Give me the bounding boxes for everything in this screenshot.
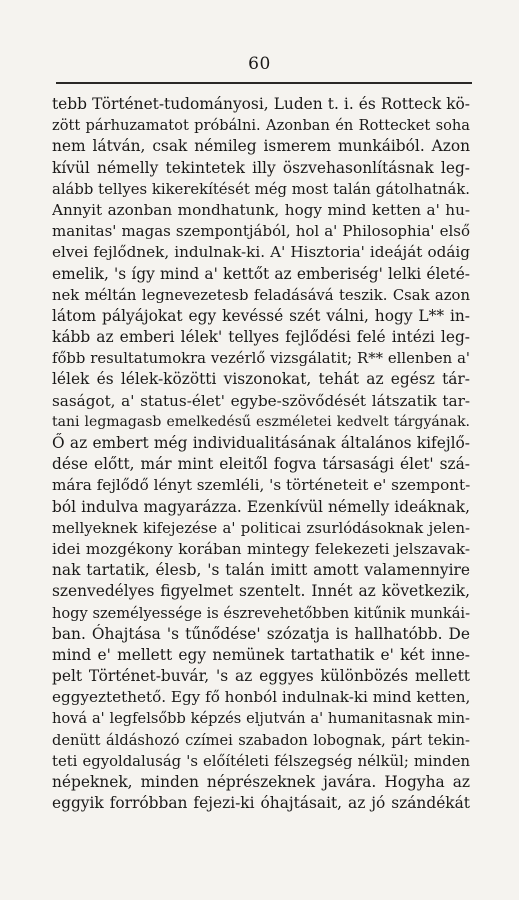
text-line: manitas' magas szempontjából, hol a' Philosophia' első (52, 222, 470, 241)
text-line: idei mozgékony korában mintegy felekezeti jelszavak- (52, 539, 470, 558)
text-line: ban. Óhajtása 's tűnődése' szózatja is hallhatóbb. De (52, 624, 470, 643)
text-line: nem látván, csak némileg ismerem munkáiból. Azon (52, 137, 470, 156)
text-line: teti egyoldaluság 's előítéleti félszegség nélkül; minden (52, 752, 470, 770)
text-line: mind e' mellett egy nemünek tartathatik e' két inne- (52, 645, 470, 664)
text-line: ból indulva magyarázza. Ezenkívül némelly ideáknak, (52, 497, 470, 516)
text-line: mára fejlődő lényt szemléli, 's történeteit e' szempont- (52, 476, 470, 495)
text-line: nek méltán legnevezetesb feladásává teszik. Csak azon (52, 286, 470, 304)
text-line: nak tartatik, élesb, 's talán imitt amott valamennyire (52, 561, 470, 580)
text-line: dése előtt, már mint eleitől fogva társasági élet' szá- (52, 455, 470, 474)
text-line: saságot, a' status-élet' egybe-szövődését látszatik tar- (52, 391, 470, 410)
text-line: Ő az embert még individualitásának általános kifejlő- (52, 434, 470, 452)
text-line: zött párhuzamatot próbálni. Azonban én Rottecket soha (52, 117, 470, 135)
text-line: denütt áldáshozó czímei szabadon lobognak, párt tekin- (52, 731, 470, 749)
text-line: pelt Történet-buvár, 's az eggyes különbözés mellett (52, 667, 470, 686)
text-line: tani legmagasb emelkedésű eszméletei kedvelt tárgyának. (52, 413, 470, 430)
text-line: eggyeztethető. Egy fő honból indulnak-ki mind ketten, (52, 688, 470, 707)
text-line: tebb Történet-tudományosi, Luden t. i. és Rotteck kö- (52, 95, 470, 113)
text-line: kább az emberi lélek' tellyes fejlődési felé intézi leg- (52, 328, 470, 347)
text-line: mellyeknek kifejezése a' politicai zsurlódásoknak jelen- (52, 519, 470, 537)
text-line: Annyit azonban mondhatunk, hogy mind ketten a' hu- (52, 200, 470, 219)
text-line: szenvedélyes figyelmet szentelt. Innét az következik, (52, 582, 470, 601)
text-line: lélek és lélek-közötti viszonokat, tehát az egész tár- (52, 370, 470, 389)
text-line: látom pályájokat egy kevéssé szét válni, hogy L** in- (52, 306, 470, 325)
page-number: 60 (248, 54, 271, 74)
text-line: elvei fejlődnek, indulnak-ki. A' Hisztoria' ideáját odáig (52, 243, 470, 262)
text-line: alább tellyes kikerekítését még most talán gátolhatnák. (52, 180, 470, 198)
text-line: eggyik forróbban fejezi-ki óhajtásait, az jó szándékát (52, 794, 470, 813)
text-line: népeknek, minden néprészeknek javára. Hogyha az (52, 773, 470, 791)
body-text (52, 94, 470, 814)
text-line: hogy személyessége is észrevehetőbben kitűnik munkái- (52, 604, 470, 622)
header-rule (56, 82, 472, 84)
text-line: kívül némelly tekintetek illy öszvehasonlításnak leg- (52, 158, 470, 177)
text-line: főbb resultatumokra vezérlő vizsgálatit; R** ellenben a' (52, 350, 470, 368)
text-line: emelik, 's így mind a' kettőt az emberiség' lelki életé- (52, 264, 470, 283)
text-line: hová a' legfelsőbb képzés eljutván a' humanitasnak min- (52, 710, 470, 728)
